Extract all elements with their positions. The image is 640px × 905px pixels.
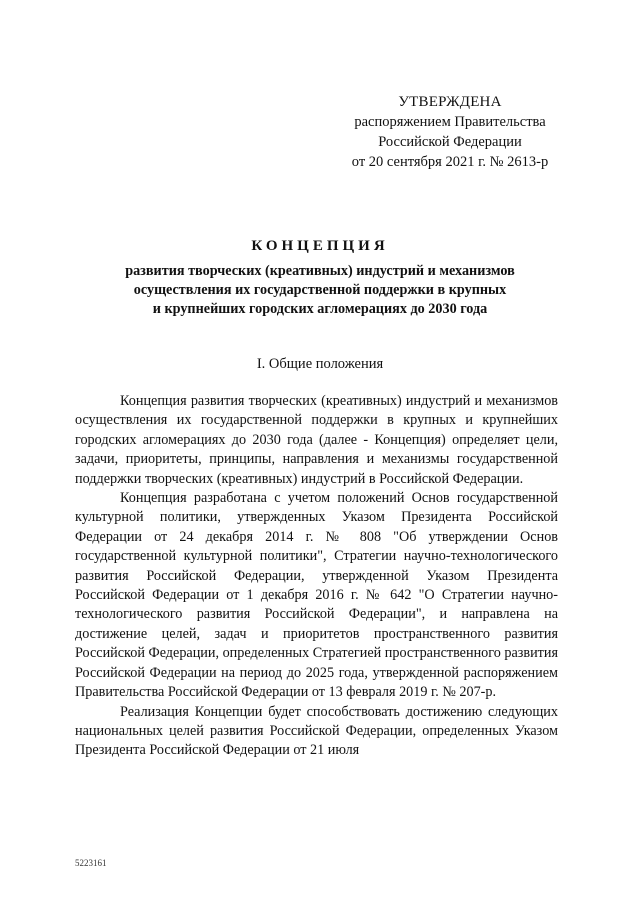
document-code: 5223161 bbox=[75, 858, 107, 868]
subtitle-line-2: осуществления их государственной поддержки в крупных bbox=[133, 282, 507, 298]
section-title: I. Общие положения bbox=[256, 356, 384, 372]
approval-line-3: от 20 сентября 2021 г. № 2613-р bbox=[351, 154, 549, 170]
approval-line-2: Российской Федерации bbox=[378, 134, 522, 150]
subtitle-line-3: и крупнейших городских агломерациях до 2030 года bbox=[152, 301, 488, 317]
paragraph-1: Концепция развития творческих (креативных) индустрий и механизмов осуществления их государственной поддержки в крупных и крупнейших городских агломерациях до 2030 года (далее - Концепция) определяет цели, задачи, приоритеты, принципы, направления и механизмы государственной поддержки творческих (креативных) индустрий в Российской Федерации. bbox=[75, 393, 558, 487]
document-title: КОНЦЕПЦИЯ bbox=[251, 238, 389, 254]
approval-line-1: распоряжением Правительства bbox=[354, 114, 546, 130]
paragraph-2: Концепция разработана с учетом положений Основ государственной культурной политики, утвержденных Указом Президента Российской Федерации от 24 декабря 2014 г. № 808 "Об утверждении Основ государственной культурной политики", Стратегии научно-технологического развития Российской Федерации, утвержденной Указом Президента Российской Федерации от 1 декабря 2016 г. № 642 "О Стратегии научно-технологического развития Российской Федерации", и направлена на достижение целей, задач и приоритетов пространственного развития Российской Федерации, определенных Стратегией пространственного развития Российской Федерации на период до 2025 года, утвержденной распоряжением Правительства Российской Федерации от 13 февраля 2019 г. № 207-р. bbox=[75, 490, 558, 701]
approval-heading: УТВЕРЖДЕНА bbox=[398, 94, 502, 110]
body-text bbox=[75, 392, 558, 761]
approval-stamp bbox=[330, 92, 570, 172]
subtitle-line-1: развития творческих (креативных) индустрий и механизмов bbox=[125, 263, 515, 279]
document-subtitle bbox=[80, 262, 560, 319]
paragraph-3: Реализация Концепции будет способствовать достижению следующих национальных целей развития Российской Федерации, определенных Указом Президента Российской Федерации от 21 июля bbox=[75, 703, 558, 759]
